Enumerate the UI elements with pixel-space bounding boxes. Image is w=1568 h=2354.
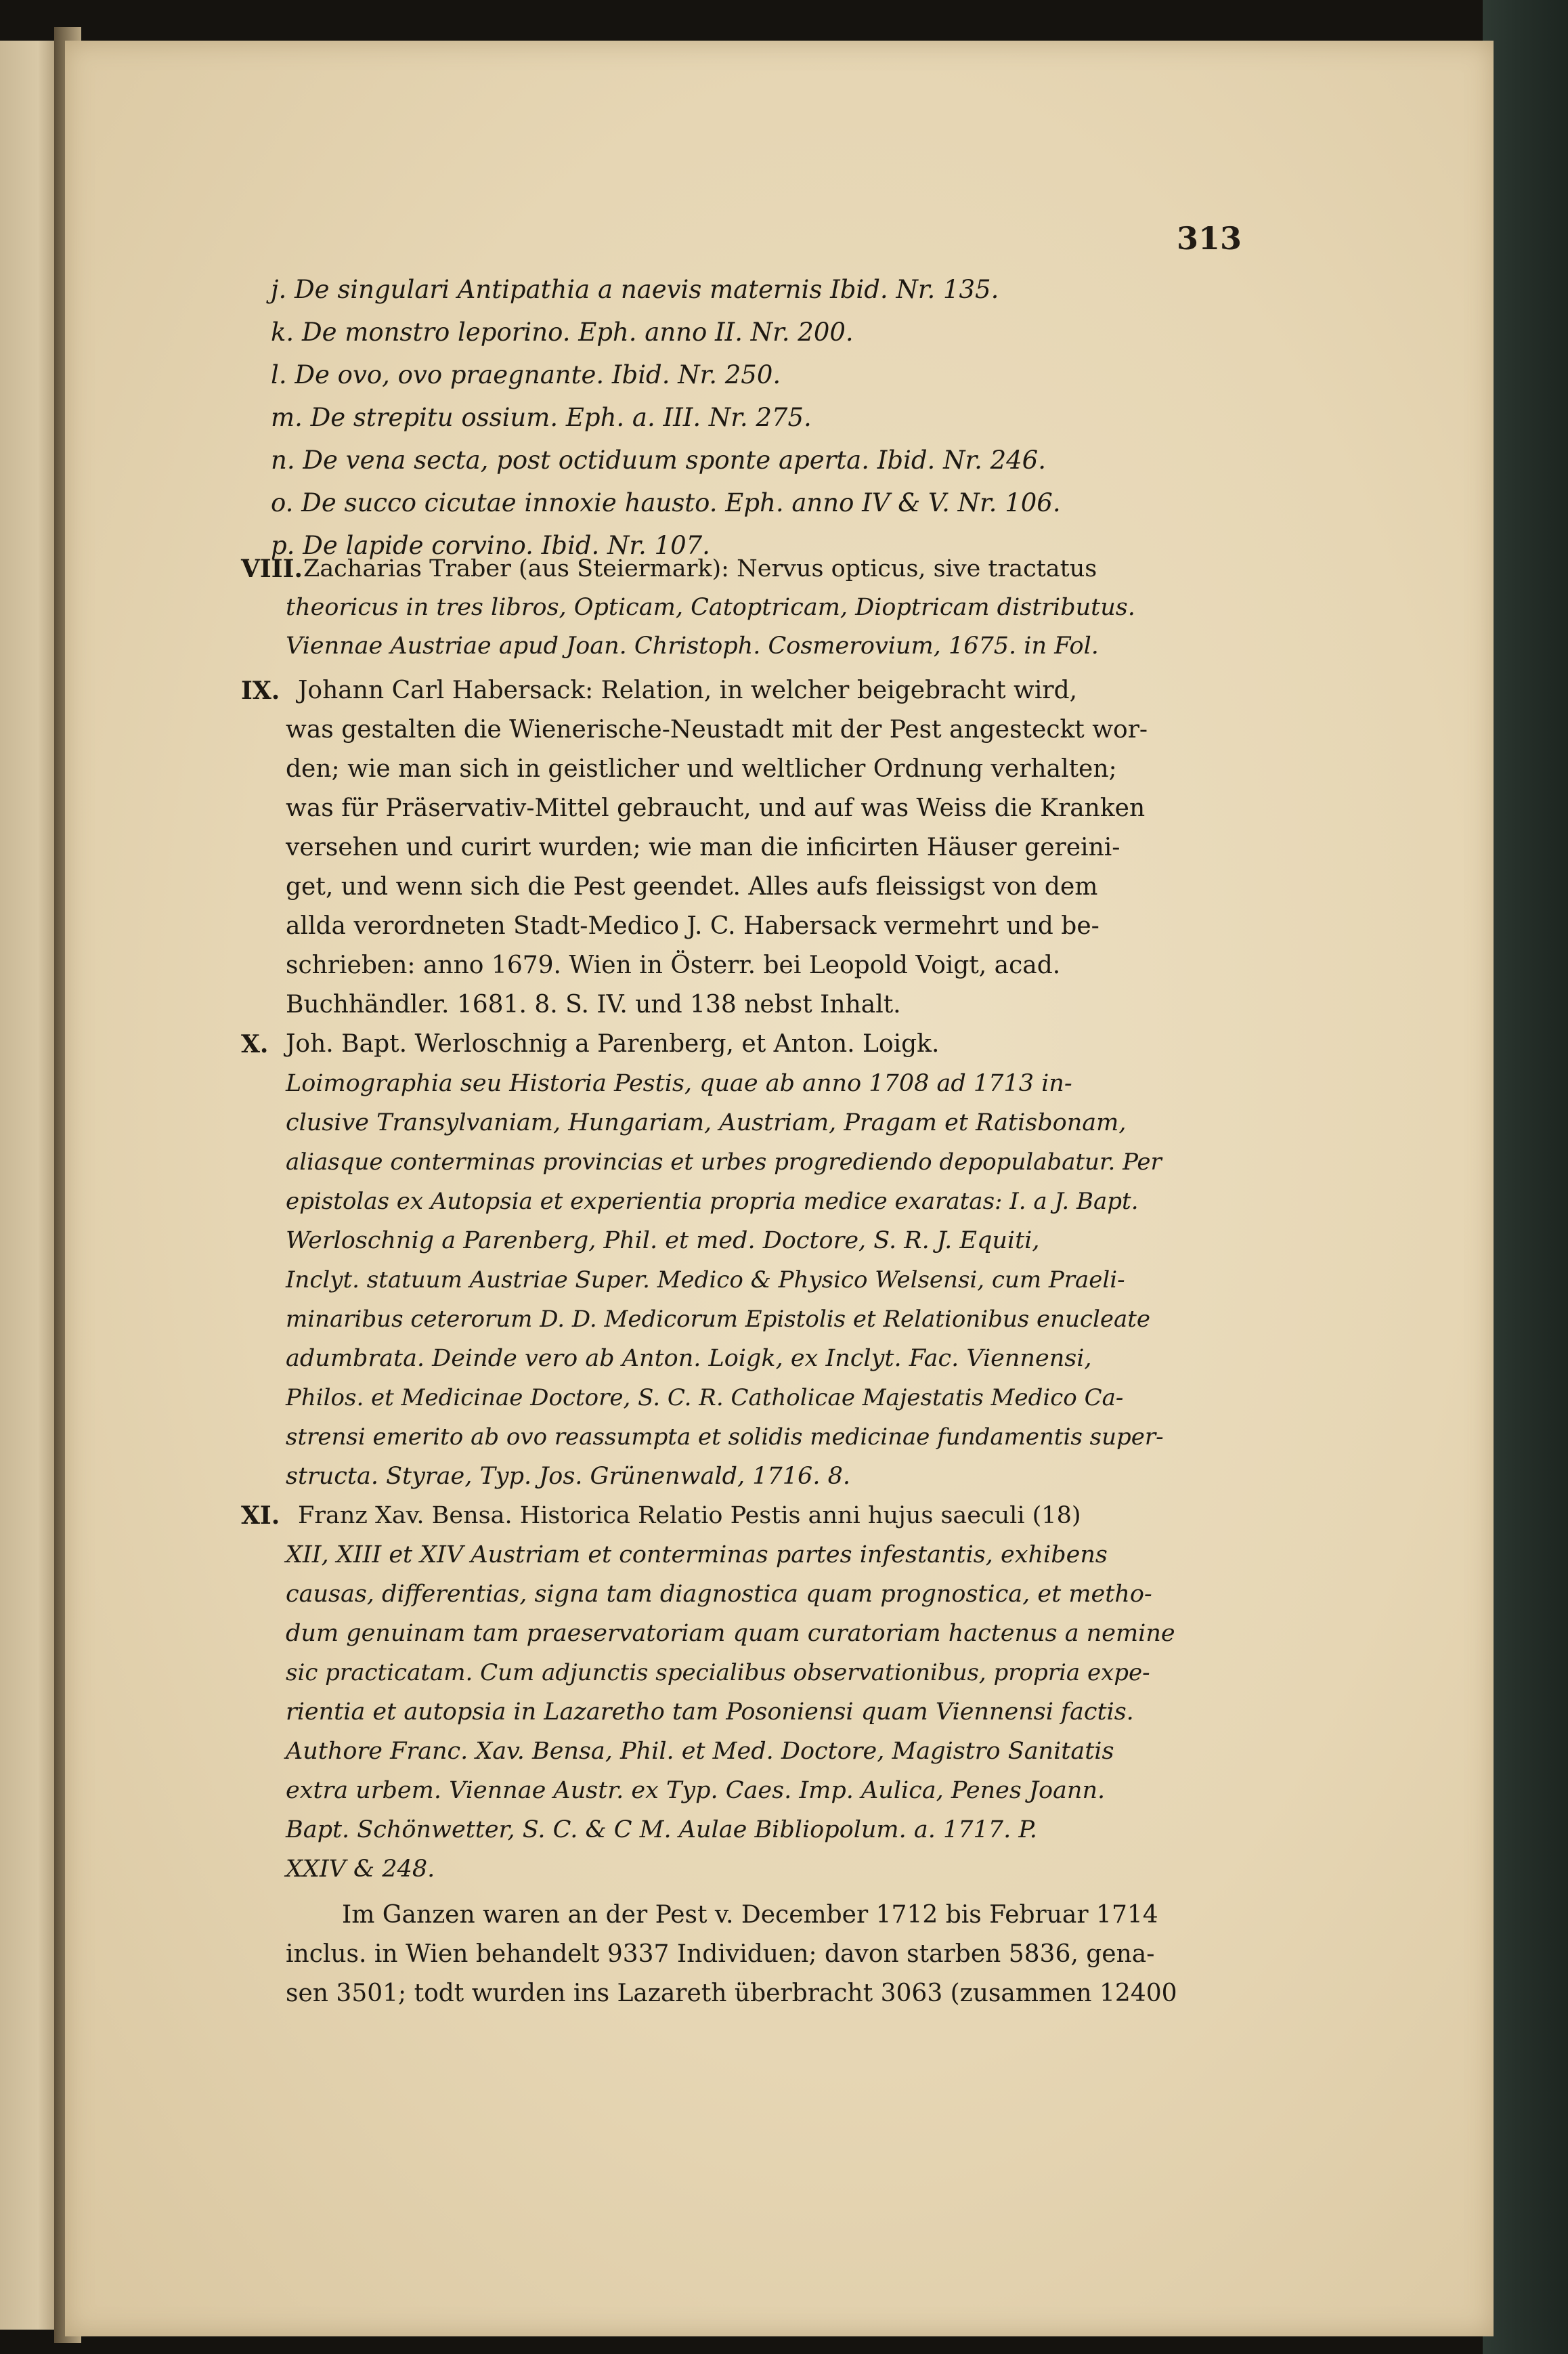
entry-line: XII, XIII et XIV Austriam et conterminas partes infestantis, exhibens xyxy=(286,1541,1108,1568)
entry-line: strensi emerito ab ovo reassumpta et solidis medicinae fundamentis super- xyxy=(286,1424,1164,1451)
entry-line: Zacharias Traber (aus Steiermark): Nervus opticus, sive tractatus xyxy=(303,555,1097,582)
entry-marker: XI. xyxy=(241,1501,280,1530)
entry-line: Werloschnig a Parenberg, Phil. et med. Doctore, S. R. J. Equiti, xyxy=(286,1227,1040,1254)
entry-line: minaribus ceterorum D. D. Medicorum Epistolis et Relationibus enucleate xyxy=(286,1306,1151,1333)
entry-line: was für Präservativ-Mittel gebraucht, und auf was Weiss die Kranken xyxy=(286,794,1146,822)
entry-line: was gestalten die Wienerische-Neustadt mit der Pest angesteckt wor- xyxy=(286,716,1148,744)
entry-marker: X. xyxy=(241,1030,269,1058)
entry-line: Authore Franc. Xav. Bensa, Phil. et Med. Doctore, Magistro Sanitatis xyxy=(286,1738,1114,1765)
entry-line: Inclyt. statuum Austriae Super. Medico & Physico Welsensi, cum Praeli- xyxy=(286,1266,1125,1293)
entry-line: Loimographia seu Historia Pestis, quae ab anno 1708 ad 1713 in- xyxy=(286,1070,1072,1097)
closing-paragraph-line: Im Ganzen waren an der Pest v. December 1712 bis Februar 1714 xyxy=(342,1901,1158,1929)
entry-line: adumbrata. Deinde vero ab Anton. Loigk, ex Inclyt. Fac. Viennensi, xyxy=(286,1345,1092,1372)
book-cover-edge xyxy=(1483,0,1568,2354)
entry-line: Bapt. Schönwetter, S. C. & C M. Aulae Bibliopolum. a. 1717. P. xyxy=(286,1816,1037,1843)
entry-line: p. De lapide corvino. Ibid. Nr. 107. xyxy=(271,531,710,560)
closing-paragraph-line: inclus. in Wien behandelt 9337 Individuen; davon starben 5836, gena- xyxy=(286,1940,1155,1968)
page-number: 313 xyxy=(1177,220,1242,257)
entry-line: k. De monstro leporino. Eph. anno II. Nr. 200. xyxy=(271,318,854,347)
entry-line: Johann Carl Habersack: Relation, in welcher beigebracht wird, xyxy=(298,677,1078,704)
entry-line: sic practicatam. Cum adjunctis specialibus observationibus, propria expe- xyxy=(286,1659,1150,1686)
entry-line: structa. Styrae, Typ. Jos. Grünenwald, 1716. 8. xyxy=(286,1463,850,1490)
entry-line: clusive Transylvaniam, Hungariam, Austriam, Pragam et Ratisbonam, xyxy=(286,1109,1127,1136)
closing-paragraph-line: sen 3501; todt wurden ins Lazareth überbracht 3063 (zusammen 12400 xyxy=(286,1979,1177,2007)
entry-line: Viennae Austriae apud Joan. Christoph. Cosmerovium, 1675. in Fol. xyxy=(286,633,1099,660)
entry-line: versehen und curirt wurden; wie man die inficirten Häuser gereini- xyxy=(286,834,1120,861)
entry-line: m. De strepitu ossium. Eph. a. III. Nr. 275. xyxy=(271,403,812,432)
entry-line: l. De ovo, ovo praegnante. Ibid. Nr. 250. xyxy=(271,360,781,389)
entry-marker: VIII. xyxy=(241,555,303,583)
entry-marker: IX. xyxy=(241,677,280,705)
entry-line: den; wie man sich in geistlicher und weltlicher Ordnung verhalten; xyxy=(286,755,1117,783)
entry-line: XXIV & 248. xyxy=(286,1856,435,1883)
entry-line: Philos. et Medicinae Doctore, S. C. R. Catholicae Majestatis Medico Ca- xyxy=(286,1384,1124,1411)
entry-line: o. De succo cicutae innoxie hausto. Eph. anno IV & V. Nr. 106. xyxy=(271,488,1061,517)
entry-line: rientia et autopsia in Lazaretho tam Posoniensi quam Viennensi factis. xyxy=(286,1698,1134,1726)
previous-page-edge xyxy=(0,41,54,2330)
entry-line: get, und wenn sich die Pest geendet. Alles aufs fleissigst von dem xyxy=(286,873,1098,901)
entry-line: extra urbem. Viennae Austr. ex Typ. Caes. Imp. Aulica, Penes Joann. xyxy=(286,1777,1106,1804)
entry-line: Buchhändler. 1681. 8. S. IV. und 138 nebst Inhalt. xyxy=(286,991,901,1019)
entry-line: schrieben: anno 1679. Wien in Österr. bei Leopold Voigt, acad. xyxy=(286,951,1061,979)
entry-line: epistolas ex Autopsia et experientia propria medice exaratas: I. a J. Bapt. xyxy=(286,1188,1139,1215)
entry-line: theoricus in tres libros, Opticam, Catoptricam, Dioptricam distributus. xyxy=(286,594,1135,621)
entry-line: Joh. Bapt. Werloschnig a Parenberg, et Anton. Loigk. xyxy=(286,1030,940,1058)
entry-line: causas, differentias, signa tam diagnostica quam prognostica, et metho- xyxy=(286,1581,1152,1608)
entry-line: dum genuinam tam praeservatoriam quam curatoriam hactenus a nemine xyxy=(286,1620,1175,1647)
entry-line: Franz Xav. Bensa. Historica Relatio Pestis anni hujus saeculi (18) xyxy=(298,1502,1081,1529)
entry-line: aliasque conterminas provincias et urbes progrediendo depopulabatur. Per xyxy=(286,1149,1162,1176)
entry-line: j. De singulari Antipathia a naevis maternis Ibid. Nr. 135. xyxy=(271,275,999,304)
entry-line: allda verordneten Stadt-Medico J. C. Habersack vermehrt und be- xyxy=(286,912,1099,940)
entry-line: n. De vena secta, post octiduum sponte aperta. Ibid. Nr. 246. xyxy=(271,446,1046,475)
